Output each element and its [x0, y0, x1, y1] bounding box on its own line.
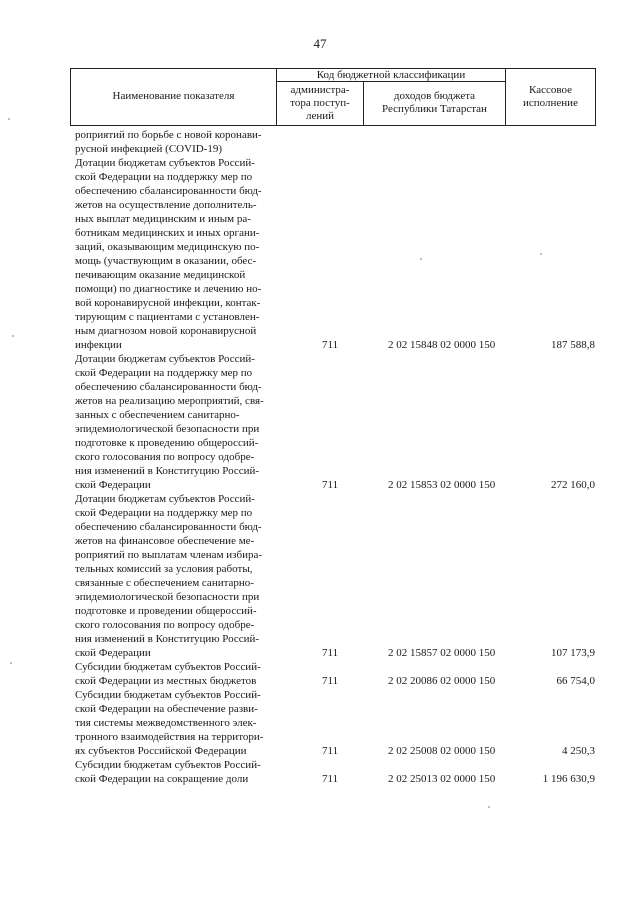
row-code: 2 02 15848 02 0000 150	[387, 339, 496, 351]
row-admin: 711	[321, 339, 339, 351]
header-name: Наименование показателя	[112, 90, 235, 102]
scan-speck	[488, 806, 490, 808]
row-code: 2 02 15857 02 0000 150	[387, 647, 496, 659]
row-name: Субсидии бюджетам субъектов Россий- ской Федерации на сокращение доли	[75, 759, 261, 785]
table-row	[75, 688, 595, 758]
scan-speck	[12, 335, 14, 337]
table-row	[75, 156, 595, 352]
table-row	[75, 492, 595, 660]
table-row	[75, 660, 595, 688]
row-amount: 272 160,0	[551, 479, 595, 491]
row-name: роприятий по борьбе с новой коронави- русной инфекцией (COVID-19)	[75, 129, 262, 155]
header-bottom-border	[70, 125, 596, 126]
header-right-border	[595, 68, 596, 126]
row-admin: 711	[321, 745, 339, 757]
header-income: доходов бюджета Республики Татарстан	[382, 90, 487, 115]
scan-speck	[10, 662, 12, 664]
row-admin: 711	[321, 773, 339, 785]
row-amount: 107 173,9	[551, 647, 595, 659]
row-code: 2 02 20086 02 0000 150	[387, 675, 496, 687]
row-name: Субсидии бюджетам субъектов Россий- ской Федерации из местных бюджетов	[75, 661, 261, 687]
row-admin: 711	[321, 675, 339, 687]
row-name: Дотации бюджетам субъектов Россий- ской Федерации на поддержку мер по обеспечению сбалансированности бюд- жетов на финансовое обеспечение ме- роприятий по выплатам членам избира- тельных комиссий за условия работы, связанные с обеспечением санитарно- эпидемиологической безопасности при подготовке и проведении общероссий- ского голосования по вопросу одобре- ния изменений в Конституцию Россий- ской Федерации	[75, 493, 263, 659]
row-code: 2 02 15853 02 0000 150	[387, 479, 496, 491]
row-admin: 711	[321, 479, 339, 491]
row-amount: 4 250,3	[562, 745, 595, 757]
scan-speck	[420, 258, 422, 260]
row-name: Дотации бюджетам субъектов Россий- ской Федерации на поддержку мер по обеспечению сбалансированности бюд- жетов на осуществление дополнитель- ных выплат медицинским и иным ра- ботникам медицинских и иных органи- заций, оказывающим медицинскую по- мощь (участвующим в оказании, обес- печивающим оказание медицинской помощи) по диагностике и лечению но- вой коронавирусной инфекции, контак- тирующим с пациентами с установлен- ным диагнозом новой коронавирусной инфекции	[75, 157, 262, 351]
row-amount: 66 754,0	[556, 675, 595, 687]
table-row	[75, 758, 595, 786]
table-row	[75, 352, 595, 492]
row-code: 2 02 25008 02 0000 150	[387, 745, 496, 757]
scan-speck	[540, 253, 542, 255]
header-code-group: Код бюджетной классификации	[316, 69, 466, 81]
header-amount: Кассовое исполнение	[523, 84, 578, 109]
scan-speck	[8, 118, 10, 120]
table-row	[75, 128, 595, 156]
row-name: Дотации бюджетам субъектов Россий- ской Федерации на поддержку мер по обеспечению сбалансированности бюд- жетов на реализацию мероприятий, свя- занных с обеспечением санитарно- эпидемиологической безопасности при подготовке к проведению общероссий- ского голосования по вопросу одобре- ния изменений в Конституцию Россий- ской Федерации	[75, 353, 264, 491]
row-amount: 1 196 630,9	[542, 773, 595, 785]
row-admin: 711	[321, 647, 339, 659]
table-header	[70, 68, 596, 126]
page-number: 47	[313, 36, 327, 51]
header-admin: администра- тора поступ- лений	[290, 84, 350, 122]
table-body	[75, 128, 595, 786]
row-amount: 187 588,8	[551, 339, 595, 351]
row-name: Субсидии бюджетам субъектов Россий- ской Федерации на обеспечение разви- тия системы межведомственного элек- тронного взаимодействия на территори- ях субъектов Российской Федерации	[75, 689, 264, 757]
row-code: 2 02 25013 02 0000 150	[387, 773, 496, 785]
